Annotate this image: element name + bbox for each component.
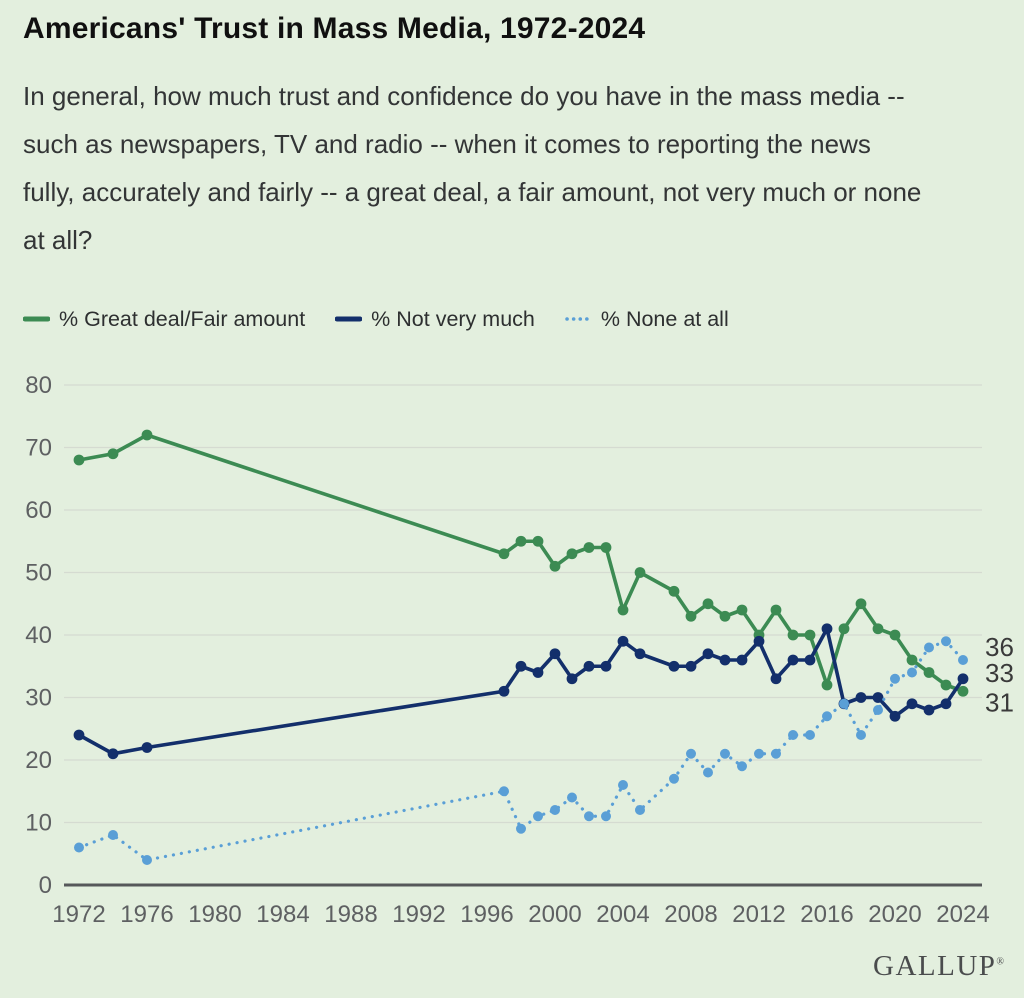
data-point <box>516 824 526 834</box>
data-point <box>618 605 629 616</box>
chart-svg <box>0 360 1024 998</box>
data-point <box>74 843 84 853</box>
data-point <box>516 536 527 547</box>
y-tick-label: 30 <box>25 684 52 712</box>
data-point <box>873 705 883 715</box>
data-point <box>601 542 612 553</box>
end-value-label: 33 <box>985 657 1014 688</box>
series-line <box>79 629 963 754</box>
data-point <box>805 730 815 740</box>
data-point <box>499 786 509 796</box>
legend-item-not-very-much <box>335 304 535 334</box>
line-swatch-icon <box>335 314 362 324</box>
data-point <box>737 655 748 666</box>
data-point <box>142 855 152 865</box>
registered-mark: ® <box>996 956 1004 968</box>
data-point <box>788 630 799 641</box>
line-swatch-icon <box>23 314 50 324</box>
y-tick-label: 70 <box>25 434 52 462</box>
data-point <box>584 542 595 553</box>
trust-line-chart <box>0 360 1024 998</box>
data-point <box>890 711 901 722</box>
data-point <box>941 680 952 691</box>
legend-label: % Great deal/Fair amount <box>59 306 306 331</box>
data-point <box>924 705 935 716</box>
data-point <box>907 698 918 709</box>
data-point <box>669 774 679 784</box>
data-point <box>788 655 799 666</box>
data-point <box>822 623 833 634</box>
data-point <box>635 648 646 659</box>
data-point <box>601 661 612 672</box>
data-point <box>907 655 918 666</box>
data-point <box>720 611 731 622</box>
end-value-labels <box>985 632 1014 717</box>
gallup-wordmark: GALLUP <box>873 950 997 982</box>
data-point <box>839 623 850 634</box>
chart-subtitle <box>23 72 1013 264</box>
x-tick-label: 1992 <box>392 901 446 928</box>
x-tick-label: 1976 <box>120 901 174 928</box>
y-tick-label: 50 <box>25 559 52 587</box>
data-point <box>601 811 611 821</box>
data-point <box>516 661 527 672</box>
data-point <box>924 667 935 678</box>
data-point <box>584 811 594 821</box>
data-point <box>822 711 832 721</box>
data-point <box>108 448 119 459</box>
x-tick-label: 2008 <box>664 901 718 928</box>
data-point <box>74 730 85 741</box>
data-point <box>533 536 544 547</box>
data-point <box>805 630 816 641</box>
subtitle-line: such as newspapers, TV and radio -- when it comes to reporting the news <box>23 129 871 159</box>
data-point <box>958 655 968 665</box>
x-tick-label: 1980 <box>188 901 242 928</box>
x-tick-label: 2020 <box>868 901 922 928</box>
data-point <box>567 793 577 803</box>
x-tick-label: 2000 <box>528 901 582 928</box>
x-tick-label: 1996 <box>460 901 514 928</box>
data-point <box>805 655 816 666</box>
dotted-line-swatch-icon <box>565 314 592 324</box>
y-tick-label: 40 <box>25 622 52 649</box>
data-point <box>839 699 849 709</box>
data-point <box>703 768 713 778</box>
legend <box>23 304 729 334</box>
data-point <box>669 661 680 672</box>
data-point <box>856 730 866 740</box>
end-value-label: 31 <box>985 687 1014 718</box>
y-axis-labels <box>25 372 52 899</box>
data-point <box>720 749 730 759</box>
data-point <box>873 692 884 703</box>
data-point <box>771 673 782 684</box>
data-point <box>108 748 119 759</box>
subtitle-line: at all? <box>23 225 93 255</box>
data-point <box>890 674 900 684</box>
data-point <box>754 636 765 647</box>
data-point <box>771 605 782 616</box>
data-point <box>550 648 561 659</box>
data-point <box>499 548 510 559</box>
y-tick-label: 10 <box>25 809 52 837</box>
data-point <box>635 567 646 578</box>
subtitle-line: fully, accurately and fairly -- a great deal, a fair amount, not very much or none <box>23 177 922 207</box>
end-value-label: 36 <box>985 632 1014 662</box>
x-tick-label: 2004 <box>596 901 650 928</box>
gallup-logo <box>873 950 1004 983</box>
data-point <box>142 430 153 441</box>
data-point <box>703 598 714 609</box>
y-tick-label: 0 <box>38 872 52 899</box>
data-point <box>907 668 917 678</box>
data-point <box>941 636 951 646</box>
data-point <box>788 730 798 740</box>
x-tick-label: 2016 <box>800 901 854 928</box>
data-point <box>499 686 510 697</box>
series-not-very-much <box>74 623 969 759</box>
data-point <box>890 630 901 641</box>
data-point <box>533 667 544 678</box>
x-tick-label: 1988 <box>324 901 378 928</box>
data-point <box>737 761 747 771</box>
data-point <box>856 598 867 609</box>
x-tick-label: 1972 <box>52 901 106 928</box>
x-axis-labels <box>52 901 989 928</box>
data-point <box>618 636 629 647</box>
y-tick-label: 20 <box>25 747 52 774</box>
legend-label: % Not very much <box>371 306 535 331</box>
y-tick-label: 80 <box>25 372 52 399</box>
data-point <box>142 742 153 753</box>
data-point <box>873 623 884 634</box>
data-point <box>856 692 867 703</box>
data-point <box>584 661 595 672</box>
data-point <box>635 805 645 815</box>
x-tick-label: 2024 <box>936 901 990 928</box>
data-point <box>958 673 969 684</box>
x-tick-label: 1984 <box>256 901 310 928</box>
data-point <box>108 830 118 840</box>
data-point <box>533 811 543 821</box>
data-point <box>74 455 85 466</box>
data-point <box>686 611 697 622</box>
data-point <box>550 561 561 572</box>
data-point <box>754 749 764 759</box>
data-point <box>941 698 952 709</box>
data-point <box>550 805 560 815</box>
data-point <box>720 655 731 666</box>
data-point <box>737 605 748 616</box>
legend-label: % None at all <box>600 306 729 331</box>
gridlines <box>64 385 982 885</box>
legend-item-none-at-all <box>565 304 729 334</box>
data-point <box>822 680 833 691</box>
x-tick-label: 2012 <box>732 901 786 928</box>
data-point <box>924 643 934 653</box>
data-point <box>686 661 697 672</box>
subtitle-line: In general, how much trust and confidence do you have in the mass media -- <box>23 81 905 111</box>
data-point <box>669 586 680 597</box>
data-point <box>686 749 696 759</box>
legend-item-great-deal <box>23 304 305 334</box>
data-point <box>567 548 578 559</box>
chart-title: Americans' Trust in Mass Media, 1972-2024 <box>23 12 646 45</box>
data-point <box>618 780 628 790</box>
y-tick-label: 60 <box>25 497 52 524</box>
data-point <box>567 673 578 684</box>
series-line <box>79 435 963 691</box>
data-point <box>771 749 781 759</box>
data-point <box>703 648 714 659</box>
